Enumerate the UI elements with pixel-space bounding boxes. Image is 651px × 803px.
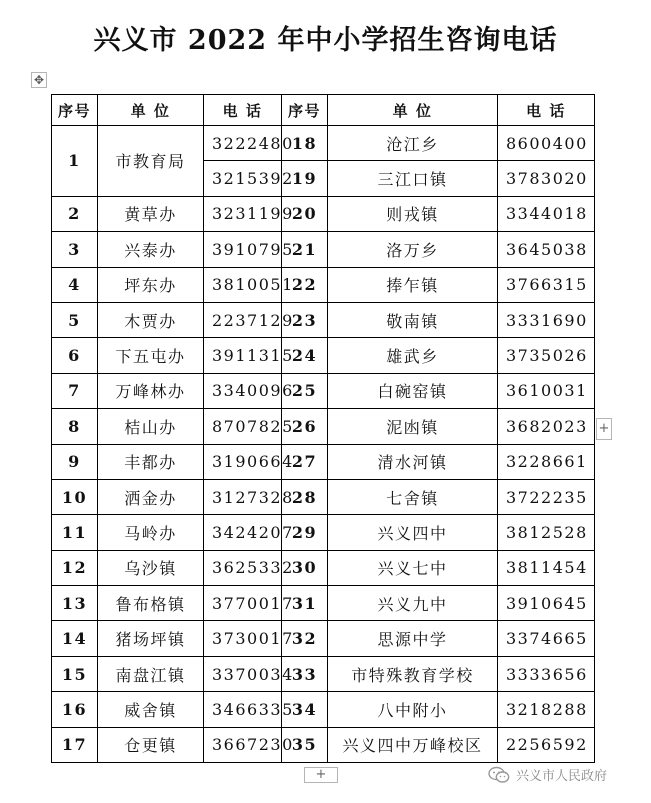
seq-cell: 17 [52, 727, 98, 762]
seq-cell: 8 [52, 409, 98, 444]
table-row [52, 727, 595, 762]
phone-cell: 3682023 [498, 409, 595, 444]
phone-cell: 3810051 [204, 267, 282, 302]
unit-cell: 清水河镇 [328, 444, 498, 479]
unit-cell: 南盘江镇 [98, 656, 204, 691]
phone-cell: 3344018 [498, 196, 595, 231]
seq-cell: 35 [282, 727, 328, 762]
unit-cell: 市教育局 [98, 126, 204, 197]
seq-cell: 19 [282, 161, 328, 196]
table-row [52, 196, 595, 231]
seq-cell: 24 [282, 338, 328, 373]
seq-cell: 6 [52, 338, 98, 373]
phone-cell: 3645038 [498, 232, 595, 267]
phone-cell: 3228661 [498, 444, 595, 479]
seq-cell: 1 [52, 126, 98, 197]
table-move-handle-icon[interactable]: ✥ [31, 72, 47, 88]
table-row [52, 126, 595, 161]
table-row [52, 656, 595, 691]
unit-cell: 泥凼镇 [328, 409, 498, 444]
seq-cell: 7 [52, 373, 98, 408]
seq-cell: 25 [282, 373, 328, 408]
phone-cell: 3374665 [498, 621, 595, 656]
watermark-text: 兴义市人民政府 [516, 769, 608, 784]
unit-cell: 兴义七中 [328, 550, 498, 585]
phone-cell: 3911315 [204, 338, 282, 373]
contact-table [51, 94, 595, 763]
table-row [52, 373, 595, 408]
phone-cell: 3331690 [498, 302, 595, 337]
unit-cell: 威舍镇 [98, 692, 204, 727]
table-row [52, 338, 595, 373]
unit-cell: 仓更镇 [98, 727, 204, 762]
watermark [488, 765, 607, 784]
header-seq-left: 序号 [52, 95, 98, 126]
unit-cell: 马岭办 [98, 515, 204, 550]
phone-cell: 2256592 [498, 727, 595, 762]
seq-cell: 31 [282, 586, 328, 621]
phone-cell: 3340096 [204, 373, 282, 408]
page-title: 兴义市 2022 年中小学招生咨询电话 [93, 25, 558, 56]
seq-cell: 11 [52, 515, 98, 550]
phone-cell: 3215392 [204, 161, 282, 196]
unit-cell: 洒金办 [98, 479, 204, 514]
unit-cell: 捧乍镇 [328, 267, 498, 302]
seq-cell: 15 [52, 656, 98, 691]
phone-cell: 8600400 [498, 126, 595, 161]
seq-cell: 18 [282, 126, 328, 161]
unit-cell: 三江口镇 [328, 161, 498, 196]
phone-cell: 3610031 [498, 373, 595, 408]
table-row [52, 267, 595, 302]
phone-cell: 3783020 [498, 161, 595, 196]
phone-cell: 3812528 [498, 515, 595, 550]
unit-cell: 白碗窑镇 [328, 373, 498, 408]
header-unit-left: 单 位 [98, 95, 204, 126]
seq-cell: 5 [52, 302, 98, 337]
header-unit-right: 单 位 [328, 95, 498, 126]
unit-cell: 则戎镇 [328, 196, 498, 231]
phone-cell: 3370034 [204, 656, 282, 691]
phone-cell: 3127328 [204, 479, 282, 514]
unit-cell: 敬南镇 [328, 302, 498, 337]
phone-cell: 3190664 [204, 444, 282, 479]
unit-cell: 坪东办 [98, 267, 204, 302]
unit-cell: 兴义四中 [328, 515, 498, 550]
unit-cell: 黄草办 [98, 196, 204, 231]
phone-cell: 3735026 [498, 338, 595, 373]
seq-cell: 9 [52, 444, 98, 479]
header-seq-right: 序号 [282, 95, 328, 126]
unit-cell: 八中附小 [328, 692, 498, 727]
table-row [52, 409, 595, 444]
unit-cell: 桔山办 [98, 409, 204, 444]
phone-cell: 3770017 [204, 586, 282, 621]
unit-cell: 下五屯办 [98, 338, 204, 373]
seq-cell: 30 [282, 550, 328, 585]
phone-cell: 2237129 [204, 302, 282, 337]
unit-cell: 市特殊教育学校 [328, 656, 498, 691]
table-header-row [52, 95, 595, 126]
phone-cell: 3231199 [204, 196, 282, 231]
unit-cell: 丰都办 [98, 444, 204, 479]
phone-cell: 3811454 [498, 550, 595, 585]
seq-cell: 29 [282, 515, 328, 550]
phone-cell: 3466335 [204, 692, 282, 727]
unit-cell: 乌沙镇 [98, 550, 204, 585]
phone-cell: 3910795 [204, 232, 282, 267]
unit-cell: 猪场坪镇 [98, 621, 204, 656]
phone-cell: 8707825 [204, 409, 282, 444]
seq-cell: 28 [282, 479, 328, 514]
header-phone-left: 电 话 [204, 95, 282, 126]
wechat-icon [488, 766, 510, 784]
seq-cell: 14 [52, 621, 98, 656]
unit-cell: 鲁布格镇 [98, 586, 204, 621]
seq-cell: 27 [282, 444, 328, 479]
add-column-button[interactable]: + [596, 418, 612, 440]
seq-cell: 13 [52, 586, 98, 621]
seq-cell: 10 [52, 479, 98, 514]
seq-cell: 26 [282, 409, 328, 444]
seq-cell: 2 [52, 196, 98, 231]
unit-cell: 洛万乡 [328, 232, 498, 267]
seq-cell: 22 [282, 267, 328, 302]
unit-cell: 沧江乡 [328, 126, 498, 161]
phone-cell: 3333656 [498, 656, 595, 691]
seq-cell: 23 [282, 302, 328, 337]
table-row [52, 586, 595, 621]
unit-cell: 木贾办 [98, 302, 204, 337]
phone-cell: 3625332 [204, 550, 282, 585]
unit-cell: 雄武乡 [328, 338, 498, 373]
phone-cell: 3910645 [498, 586, 595, 621]
phone-cell: 3730017 [204, 621, 282, 656]
table-row [52, 692, 595, 727]
table-row [52, 479, 595, 514]
unit-cell: 兴义九中 [328, 586, 498, 621]
seq-cell: 12 [52, 550, 98, 585]
seq-cell: 34 [282, 692, 328, 727]
seq-cell: 32 [282, 621, 328, 656]
unit-cell: 兴义四中万峰校区 [328, 727, 498, 762]
table-row [52, 621, 595, 656]
seq-cell: 3 [52, 232, 98, 267]
seq-cell: 4 [52, 267, 98, 302]
seq-cell: 33 [282, 656, 328, 691]
seq-cell: 21 [282, 232, 328, 267]
unit-cell: 兴泰办 [98, 232, 204, 267]
phone-cell: 3766315 [498, 267, 595, 302]
table-row [52, 444, 595, 479]
phone-cell: 3667230 [204, 727, 282, 762]
phone-cell: 3222480 [204, 126, 282, 161]
phone-cell: 3218288 [498, 692, 595, 727]
add-row-button[interactable]: + [304, 767, 338, 783]
seq-cell: 16 [52, 692, 98, 727]
seq-cell: 20 [282, 196, 328, 231]
table-row [52, 515, 595, 550]
unit-cell: 万峰林办 [98, 373, 204, 408]
table-row [52, 302, 595, 337]
table-row [52, 550, 595, 585]
unit-cell: 七舍镇 [328, 479, 498, 514]
header-phone-right: 电 话 [498, 95, 595, 126]
table-row [52, 232, 595, 267]
phone-cell: 3722235 [498, 479, 595, 514]
unit-cell: 思源中学 [328, 621, 498, 656]
phone-cell: 3424207 [204, 515, 282, 550]
